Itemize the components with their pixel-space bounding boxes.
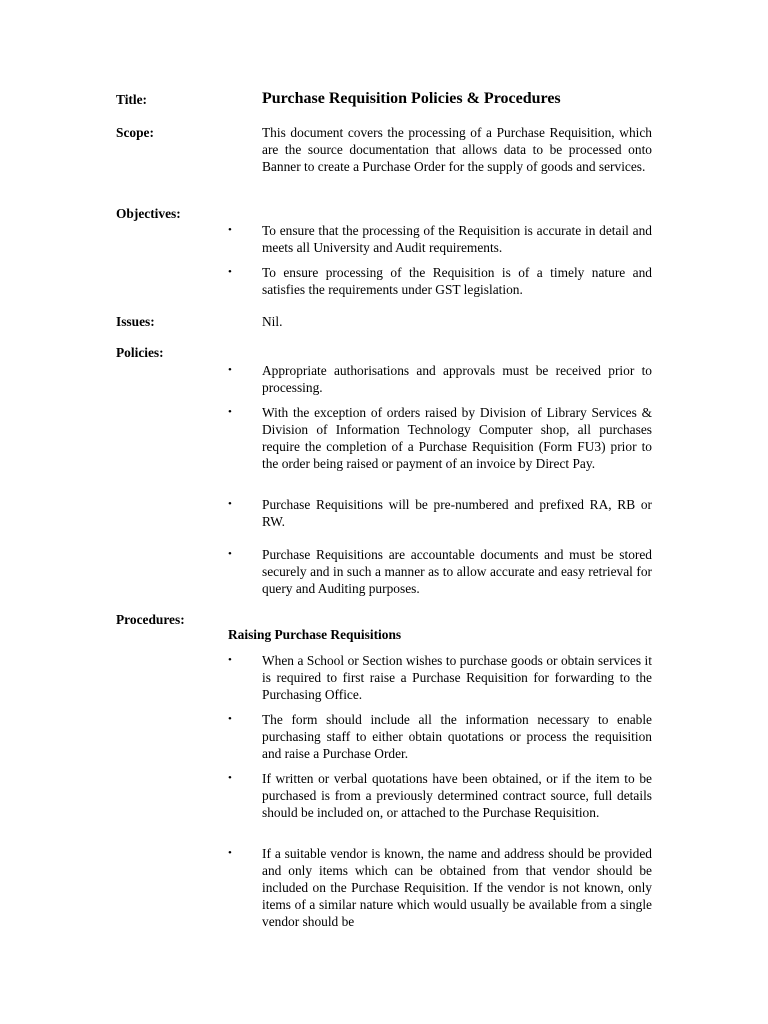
procedure-text: When a School or Section wishes to purchase goods or obtain services it is required to first raise a Purchase Requisition for forwarding to the Purchasing Office. xyxy=(262,653,652,702)
policy-item xyxy=(228,404,652,472)
procedure-text: If written or verbal quotations have been obtained, or if the item to be purchased is from a previously determined contract source, full details should be included on, or attached to the Purchase Requisition. xyxy=(262,771,652,820)
procedure-text: The form should include all the information necessary to enable purchasing staff to either obtain quotations or process the requisition and raise a Purchase Order. xyxy=(262,712,652,761)
objective-item xyxy=(228,264,652,298)
issues-text: Nil. xyxy=(262,314,283,329)
objective-text: To ensure processing of the Requisition is of a timely nature and satisfies the requirements under GST legislation. xyxy=(262,265,652,297)
policy-item xyxy=(228,496,652,530)
bullet-icon: • xyxy=(228,266,232,278)
bullet-icon: • xyxy=(228,654,232,666)
bullet-icon: • xyxy=(228,498,232,510)
procedures-label: Procedures: xyxy=(116,612,185,627)
objective-text: To ensure that the processing of the Requisition is accurate in detail and meets all University and Audit requirements. xyxy=(262,223,652,255)
procedures-subheading: Raising Purchase Requisitions xyxy=(228,627,402,642)
bullet-icon: • xyxy=(228,713,232,725)
procedure-item xyxy=(228,845,652,930)
bullet-icon: • xyxy=(228,406,232,418)
policies-label: Policies: xyxy=(116,345,164,360)
procedure-item xyxy=(228,770,652,821)
procedure-item xyxy=(228,711,652,762)
procedure-text: If a suitable vendor is known, the name and address should be provided and only items which can be obtained from that vendor should be included on the Purchase Requisition. If the vendor is not known, only items of a similar nature which would usually be available from a single vendor should be xyxy=(262,846,652,929)
bullet-icon: • xyxy=(228,548,232,560)
bullet-icon: • xyxy=(228,847,232,859)
policy-text: Purchase Requisitions will be pre-numbered and prefixed RA, RB or RW. xyxy=(262,497,652,529)
bullet-icon: • xyxy=(228,224,232,236)
policy-item xyxy=(228,546,652,597)
policy-text: Appropriate authorisations and approvals must be received prior to processing. xyxy=(262,363,652,395)
objective-item xyxy=(228,222,652,256)
scope-label: Scope: xyxy=(116,125,154,140)
bullet-icon: • xyxy=(228,364,232,376)
objectives-label: Objectives: xyxy=(116,206,181,221)
policy-text: With the exception of orders raised by Division of Library Services & Division of Information Technology Computer shop, all purchases require the completion of a Purchase Requisition (Form FU3) prior to the order being raised or payment of an invoice by Direct Pay. xyxy=(262,405,652,471)
issues-label: Issues: xyxy=(116,314,155,329)
procedure-item xyxy=(228,652,652,703)
bullet-icon: • xyxy=(228,772,232,784)
document-title: Purchase Requisition Policies & Procedures xyxy=(262,90,561,107)
policy-text: Purchase Requisitions are accountable documents and must be stored securely and in such a manner as to allow accurate and easy retrieval for query and Auditing purposes. xyxy=(262,547,652,596)
scope-text: This document covers the processing of a Purchase Requisition, which are the source documentation that allows data to be processed onto Banner to create a Purchase Order for the supply of goods and services. xyxy=(262,125,652,174)
policy-item xyxy=(228,362,652,396)
title-label: Title: xyxy=(116,92,147,107)
